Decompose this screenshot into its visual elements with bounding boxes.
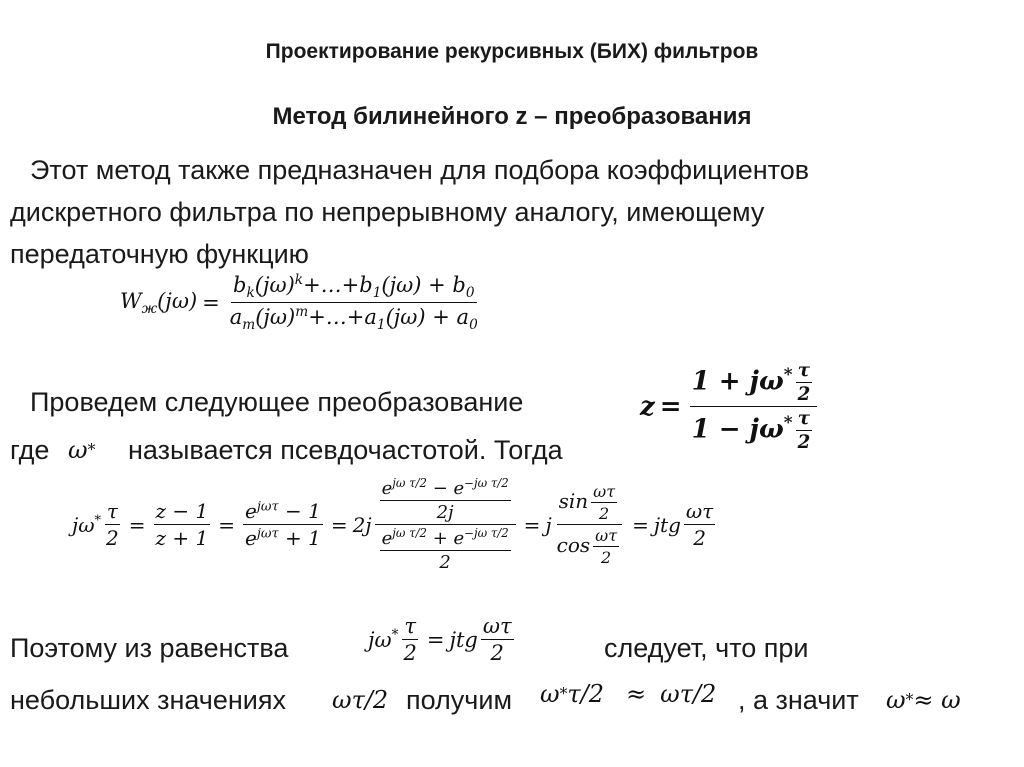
follows-text: следует, что при [604, 633, 809, 663]
omega-star-symbol: ω * [68, 436, 96, 464]
where-rest-text: называется псевдочастотой. Тогда [128, 435, 563, 465]
transform-text: Проведем следующее преобразование [30, 387, 524, 417]
slide-subtitle: Метод билинейного z – преобразования [272, 103, 752, 130]
where-word: где [10, 435, 50, 465]
intro-line-3: передаточную функцию [10, 239, 309, 269]
transfer-function-formula: $W_ж(j\omega)$ = $\frac{b_k(j\omega)^k+\dots+b_1(j\omega) + b_0}{a_m(j\omega)^m+\dots+a_1(j\omega) + a_0}$ [120, 272, 478, 334]
get-text: получим [406, 685, 513, 715]
omega-tau-over-2-formula: ωτ/2 [332, 686, 389, 714]
therefore-text: Поэтому из равенства [10, 633, 289, 663]
omega-approx-formula: ω * ≈ ω [886, 686, 961, 714]
derivation-formula: jω* $\frac{\tau}{2}$ = $\frac{z - 1}{z + 1}$ = $\frac{e^{j\omega\tau} - 1}{e^{j\omega\tau} + 1}$ = 2j $\frac{\frac{e^{j\omega \tau/2} - e^{-j\omega \tau/2}}{2j}}{\frac{e^{j\omega \tau/2} + e^{-j\omega \tau/2}}{2}}$ = j sin $\frac{\omega\tau}{2}$ cos $\frac{\omega\tau}{2}$ = jtg $\frac{\omega\tau}{2}$ [72, 476, 714, 573]
intro-line-1: Этот метод также предназначен для подбора коэффициентов [30, 155, 810, 185]
means-text: , а значит [738, 685, 859, 715]
small-values-text: небольших значениях [10, 685, 286, 715]
intro-line-2: дискретного фильтра по непрерывному аналогу, имеющему [10, 197, 765, 227]
approximation-formula: ω * τ/2 ≈ ωτ/2 [540, 680, 717, 708]
equality-formula: jω* $\frac{\tau}{2}$ = jtg $\frac{\omega\tau}{2}$ [368, 614, 512, 665]
slide-title: Проектирование рекурсивных (БИХ) фильтров [265, 40, 759, 63]
bilinear-z-formula: z = 1 + jω* $\frac{\tau}{2}$ 1 − jω* $\frac{\tau}{2}$ [640, 360, 820, 453]
